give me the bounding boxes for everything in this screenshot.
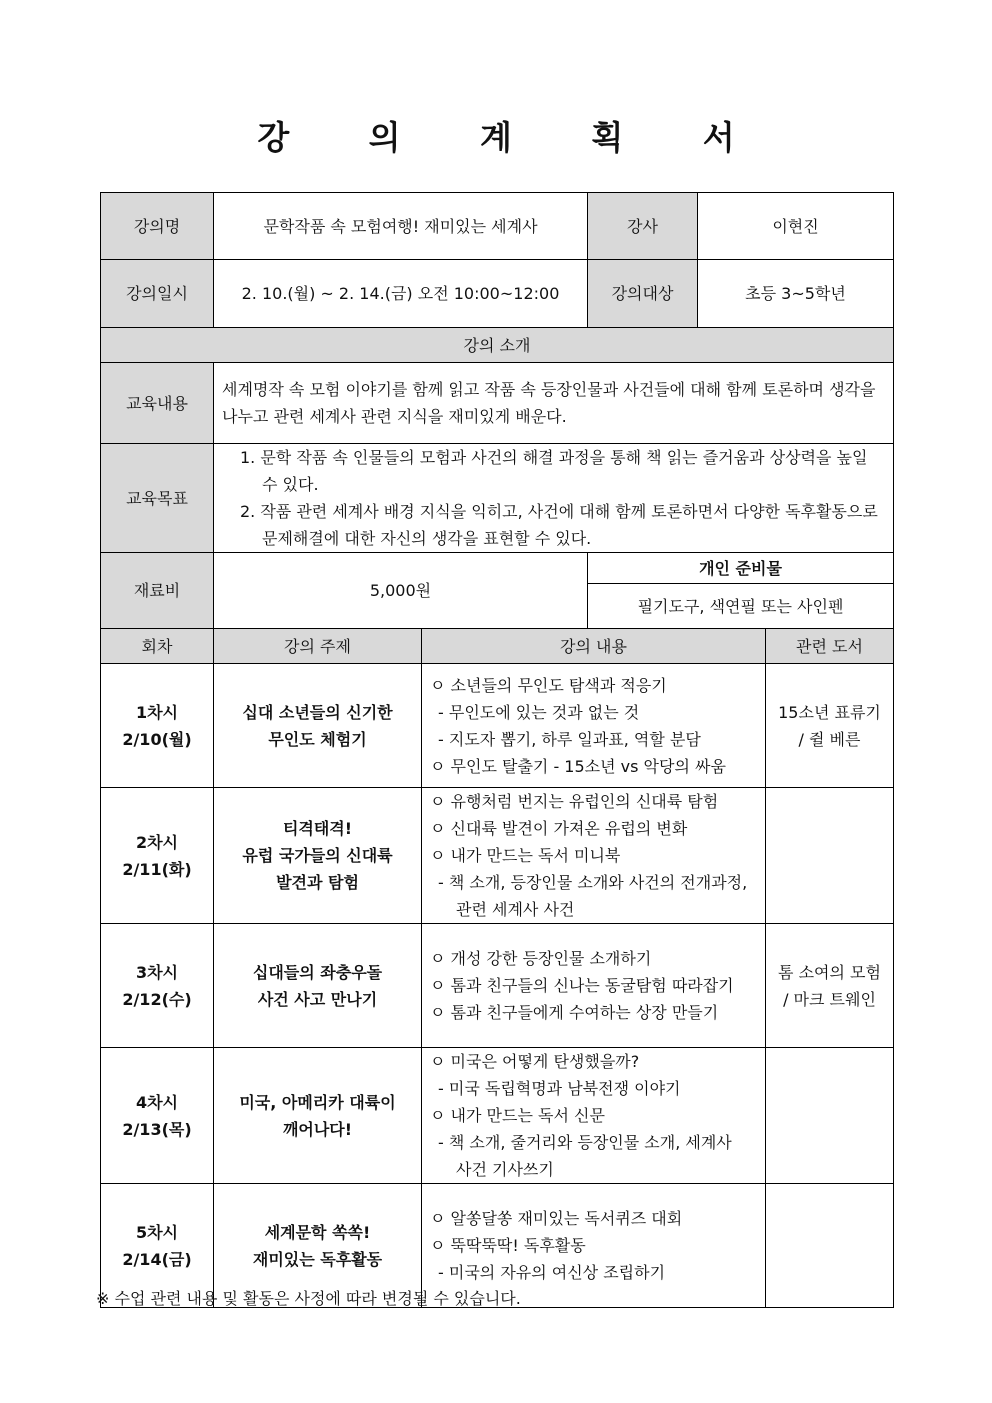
topic-line: 십대 소년들의 신기한 [242, 702, 393, 722]
content-item: ㅇ 뚝딱뚝딱! 독후활동 [430, 1236, 586, 1255]
session-book [766, 1048, 894, 1184]
topic-line: 세계문학 쏙쏙! [264, 1222, 371, 1242]
date-label: 강의일시 [101, 260, 214, 328]
session-number: 4차시 [135, 1092, 179, 1112]
content-item: ㅇ 알쏭달쏭 재미있는 독서퀴즈 대회 [430, 1209, 683, 1228]
session-row [101, 924, 894, 1048]
topic-line: 십대들의 좌충우돌 [252, 962, 383, 982]
target-label: 강의대상 [588, 260, 698, 328]
session-content [422, 788, 766, 924]
topic-line: 무인도 체험기 [268, 729, 367, 749]
book-line: 톰 소여의 모험 [778, 962, 881, 982]
date-row [101, 260, 894, 328]
session-content [422, 924, 766, 1048]
content-subitem: - 지도자 뽑기, 하루 일과표, 역할 분담 [438, 729, 701, 749]
course-label: 강의명 [101, 193, 214, 260]
book-line: / 마크 트웨인 [783, 989, 876, 1009]
session-topic [214, 788, 422, 924]
content-subitem-continued: 관련 세계사 사건 [456, 900, 575, 919]
session-cell [101, 788, 214, 924]
instructor-name: 이현진 [698, 193, 894, 260]
book-line: 15소년 표류기 [778, 702, 881, 722]
topic-line: 사건 사고 만나기 [257, 989, 378, 1009]
content-item: ㅇ 내가 만드는 독서 신문 [430, 1106, 605, 1125]
content-row [101, 363, 894, 444]
content-item: ㅇ 미국은 어떻게 탄생했을까? [430, 1052, 640, 1071]
content-item: ㅇ 톰과 친구들의 신나는 동굴탐험 따라잡기 [430, 976, 734, 995]
session-date: 2/14(금) [122, 1249, 192, 1269]
session-number: 3차시 [135, 962, 179, 982]
session-book [766, 788, 894, 924]
content-line: 나누고 관련 세계사 관련 지식을 재미있게 배운다. [222, 407, 567, 426]
content-item: ㅇ 유행처럼 번지는 유럽인의 신대륙 탐험 [430, 792, 719, 811]
session-number: 1차시 [135, 702, 179, 722]
content-item: ㅇ 개성 강한 등장인물 소개하기 [430, 949, 652, 968]
intro-heading: 강의 소개 [101, 328, 894, 363]
session-date: 2/13(목) [122, 1119, 192, 1139]
session-book [766, 664, 894, 788]
session-content [422, 1048, 766, 1184]
session-topic [214, 924, 422, 1048]
content-label: 교육내용 [101, 363, 214, 444]
course-row [101, 193, 894, 260]
session-date: 2/11(화) [122, 859, 192, 879]
content-subitem: - 무인도에 있는 것과 없는 것 [438, 702, 640, 722]
goal-label: 교육목표 [101, 444, 214, 553]
header-topic: 강의 주제 [214, 629, 422, 664]
content-subitem: - 책 소개, 줄거리와 등장인물 소개, 세계사 [438, 1133, 732, 1152]
content-item: ㅇ 내가 만드는 독서 미니북 [430, 846, 621, 865]
session-number: 5차시 [135, 1222, 179, 1242]
content-subitem: - 미국의 자유의 여신상 조립하기 [438, 1263, 666, 1282]
session-cell [101, 1048, 214, 1184]
content-subitem: - 책 소개, 등장인물 소개와 사건의 전개과정, [438, 873, 748, 892]
topic-line: 발견과 탐험 [276, 873, 359, 892]
content-item: ㅇ 소년들의 무인도 탐색과 적응기 [430, 675, 667, 695]
session-cell [101, 924, 214, 1048]
topic-line: 티격태격! [282, 819, 353, 838]
topic-line: 유럽 국가들의 신대륙 [242, 846, 393, 865]
content-subitem: - 미국 독립혁명과 남북전쟁 이야기 [438, 1079, 681, 1098]
topic-line: 깨어나다! [282, 1119, 353, 1139]
content-item: ㅇ 무인도 탈출기 - 15소년 vs 악당의 싸움 [430, 756, 726, 776]
fee-value: 5,000원 [214, 553, 588, 629]
session-row [101, 1048, 894, 1184]
lecture-plan-table [100, 192, 894, 1308]
session-date: 2/12(수) [122, 989, 192, 1009]
session-topic [214, 1048, 422, 1184]
content-item: ㅇ 신대륙 발견이 가져온 유럽의 변화 [430, 819, 688, 838]
goal-item: 2. 작품 관련 세계사 배경 지식을 익히고, 사건에 대해 함께 토론하면서 다양한 독후활동으로 문제해결에 대한 자신의 생각을 표현할 수 있다. [240, 502, 878, 548]
session-row [101, 664, 894, 788]
content-text [214, 363, 894, 444]
session-number: 2차시 [135, 832, 179, 852]
instructor-label: 강사 [588, 193, 698, 260]
session-content [422, 664, 766, 788]
course-name: 문학작품 속 모험여행! 재미있는 세계사 [214, 193, 588, 260]
topic-line: 재미있는 독후활동 [252, 1249, 383, 1269]
supplies-value: 필기도구, 색연필 또는 사인펜 [588, 584, 894, 629]
header-book: 관련 도서 [766, 629, 894, 664]
schedule-header-row [101, 629, 894, 664]
session-topic [214, 664, 422, 788]
session-book [766, 1184, 894, 1308]
content-subitem-continued: 사건 기사쓰기 [456, 1160, 554, 1179]
header-content: 강의 내용 [422, 629, 766, 664]
header-session: 회차 [101, 629, 214, 664]
supplies-label: 개인 준비물 [588, 553, 894, 584]
session-date: 2/10(월) [122, 729, 192, 749]
footnote: ※ 수업 관련 내용 및 활동은 사정에 따라 변경될 수 있습니다. [96, 1289, 521, 1308]
target-value: 초등 3~5학년 [698, 260, 894, 328]
goal-item: 1. 문학 작품 속 인물들의 모험과 사건의 해결 과정을 통해 책 읽는 즐거움과 상상력을 높일 수 있다. [240, 448, 868, 494]
content-line: 세계명작 속 모험 이야기를 함께 읽고 작품 속 등장인물과 사건들에 대해 함께 토론하며 생각을 [222, 380, 876, 399]
session-row [101, 788, 894, 924]
goal-text [214, 444, 894, 553]
book-line: / 쥘 베른 [798, 729, 861, 749]
topic-line: 미국, 아메리카 대륙이 [239, 1092, 396, 1112]
session-book [766, 924, 894, 1048]
content-item: ㅇ 톰과 친구들에게 수여하는 상장 만들기 [430, 1003, 719, 1022]
page-title: 강 의 계 획 서 [257, 118, 769, 157]
goal-row [101, 444, 894, 553]
session-cell [101, 664, 214, 788]
intro-heading-row [101, 328, 894, 363]
fee-label: 재료비 [101, 553, 214, 629]
date-value: 2. 10.(월) ~ 2. 14.(금) 오전 10:00~12:00 [214, 260, 588, 328]
fee-row [101, 553, 894, 584]
